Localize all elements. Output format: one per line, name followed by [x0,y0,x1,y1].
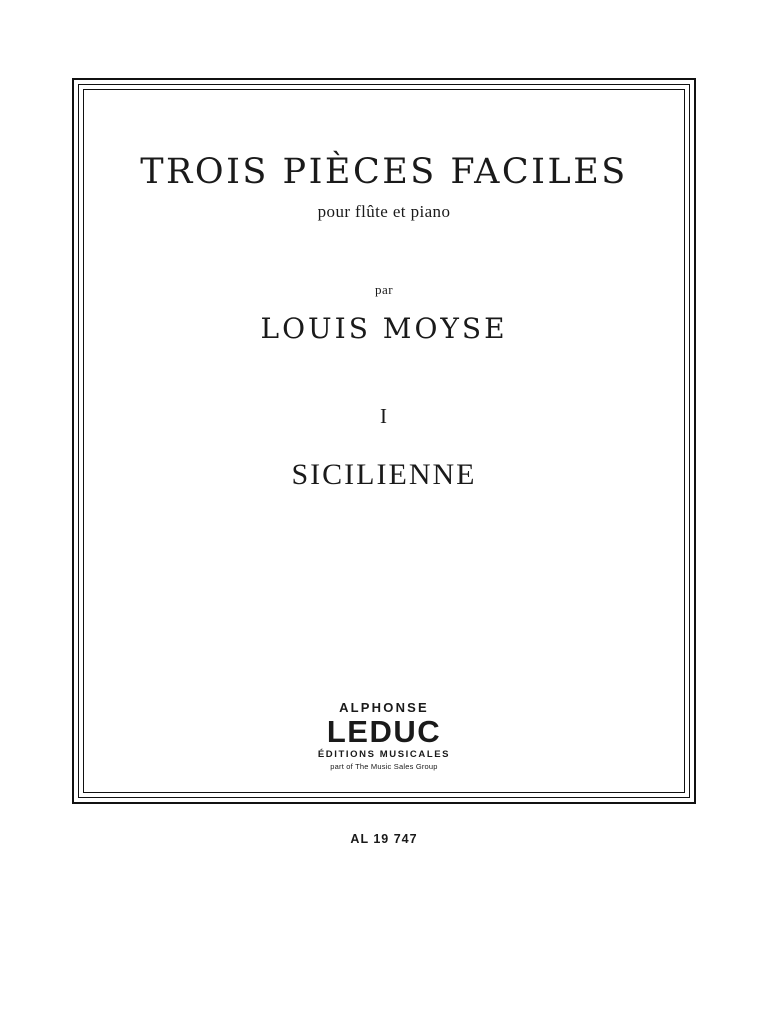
instrumentation-subtitle: pour flûte et piano [317,202,451,221]
decorative-border-outer [72,78,696,804]
cover-content [84,90,684,792]
publisher-logo [84,701,684,770]
publisher-name-top: ALPHONSE [339,700,429,715]
publisher-name-main: LEDUC [326,714,442,749]
byline-preposition: par [374,282,394,297]
catalog-number: AL 19 747 [350,832,418,846]
composer-name: LOUIS MOYSE [260,312,508,345]
decorative-border-middle [78,84,690,798]
decorative-border-inner [83,89,685,793]
publisher-group-line: part of The Music Sales Group [330,761,438,771]
movement-number: I [380,404,388,428]
page-title: TROIS PIÈCES FACILES [140,152,628,192]
publisher-tagline: ÉDITIONS MUSICALES [317,749,451,760]
movement-title: SICILIENNE [291,458,477,491]
